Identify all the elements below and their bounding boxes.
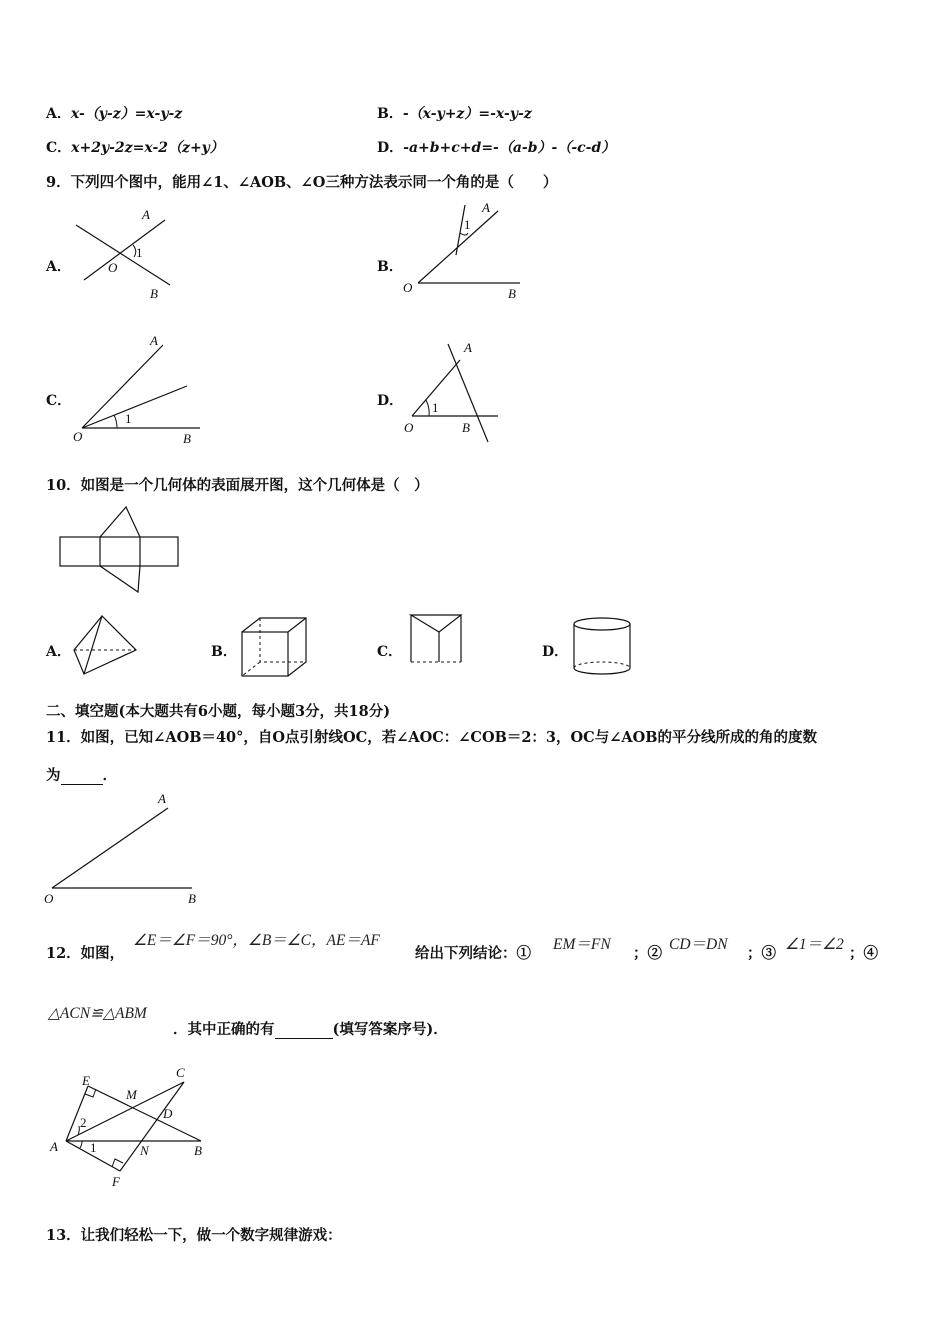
q9b-label-B: B: [508, 286, 516, 301]
q12-label-E: E: [82, 1073, 90, 1088]
q9d-label-B: B: [462, 420, 470, 435]
q8-option-b: B．-（x-y+z）=-x-y-z: [377, 106, 532, 122]
q12-conclusion-4: △ACN≌△ABM: [48, 1005, 147, 1022]
q10-option-c-prism: [405, 612, 469, 670]
q9-figure-a: [70, 205, 180, 305]
q9b-label-1: 1: [464, 217, 471, 232]
q12-label-A: A: [50, 1139, 58, 1154]
q9c-label-B: B: [183, 431, 191, 446]
q8-option-a: A．x-（y-z）=x-y-z: [46, 106, 183, 122]
q9-figure-b: [398, 197, 528, 305]
q9d-label-1: 1: [432, 400, 439, 415]
q9-figure-c: [70, 333, 205, 448]
q12-label-M: M: [126, 1087, 137, 1102]
q9d-label-O: O: [404, 420, 414, 435]
q12-label-1: 1: [90, 1140, 97, 1155]
q11-stem-line2: 为 ．: [46, 767, 117, 784]
q9a-label-1: 1: [136, 245, 143, 260]
q9d-label-A: A: [464, 340, 472, 355]
q9-figure-d: [398, 338, 508, 448]
q10-option-b-cube: [238, 614, 310, 680]
q9b-label-A: A: [482, 200, 490, 215]
q12-label-2: 2: [80, 1115, 87, 1130]
q9a-label-B: B: [150, 286, 158, 301]
q9-label-b: B．: [377, 259, 403, 275]
q12-answer-blank[interactable]: [275, 1021, 333, 1039]
q11-label-O: O: [44, 891, 54, 906]
q9c-label-A: A: [150, 333, 158, 348]
q9-label-a: A．: [46, 259, 71, 275]
q12-label-N: N: [140, 1143, 149, 1158]
q12-sep-3: ；④: [849, 945, 878, 962]
q12-figure: [44, 1062, 214, 1194]
q12-sep-1: ；②: [633, 945, 662, 962]
q10-option-d-cylinder: [570, 614, 636, 678]
q12-conclusion-2: CD＝DN: [669, 936, 728, 953]
q12-given-conditions: ∠E＝∠F＝90°，∠B＝∠C，AE＝AF: [133, 932, 380, 949]
q12-label-D: D: [163, 1106, 173, 1121]
q12-label-C: C: [176, 1065, 185, 1080]
q10-label-b: B．: [211, 644, 237, 660]
q11-label-B: B: [188, 891, 196, 906]
q9a-label-A: A: [142, 207, 150, 222]
q12-conclusion-3: ∠1＝∠2: [785, 936, 844, 953]
q9b-label-O: O: [403, 280, 413, 295]
q10-label-a: A．: [46, 644, 71, 660]
q11-figure: [40, 790, 210, 908]
q9-label-d: D．: [377, 393, 404, 409]
q9-stem: 9．下列四个图中，能用∠1、∠AOB、∠O三种方法表示同一个角的是（ ）: [46, 174, 558, 191]
q10-option-a-pyramid: [70, 612, 146, 684]
q9a-label-O: O: [108, 260, 118, 275]
q8-option-c: C．x+2y-2z=x-2（z+y）: [46, 140, 224, 156]
q9c-label-O: O: [73, 429, 83, 444]
q12-conclusion-1: EM＝FN: [553, 936, 611, 953]
q9-label-c: C．: [46, 393, 72, 409]
q11-label-A: A: [158, 791, 166, 806]
q12-conclusion-intro: 给出下列结论：①: [415, 945, 531, 962]
q11-answer-blank[interactable]: [61, 767, 103, 785]
section-2-title: 二、填空题(本大题共有6小题，每小题3分，共18分): [46, 703, 391, 720]
q9c-label-1: 1: [125, 411, 132, 426]
q10-net-figure: [58, 505, 180, 595]
q12-label-B: B: [194, 1143, 202, 1158]
q10-stem: 10．如图是一个几何体的表面展开图，这个几何体是（ ）: [46, 477, 429, 494]
q8-option-d: D．-a+b+c+d=-（a-b）-（-c-d）: [377, 140, 616, 156]
q12-prefix: 12．如图，: [46, 945, 125, 962]
q13-stem: 13．让我们轻松一下，做一个数字规律游戏：: [46, 1227, 342, 1244]
q12-sep-2: ；③: [747, 945, 776, 962]
q10-label-c: C．: [377, 644, 403, 660]
q10-label-d: D．: [542, 644, 569, 660]
q12-label-F: F: [112, 1174, 120, 1189]
q11-stem-line1: 11．如图，已知∠AOB＝40°，自O点引射线OC，若∠AOC：∠COB＝2：3，OC与∠AOB的平分线所成的角的度数: [46, 729, 817, 746]
q12-tail: ．其中正确的有 (填写答案序号)．: [173, 1021, 448, 1038]
